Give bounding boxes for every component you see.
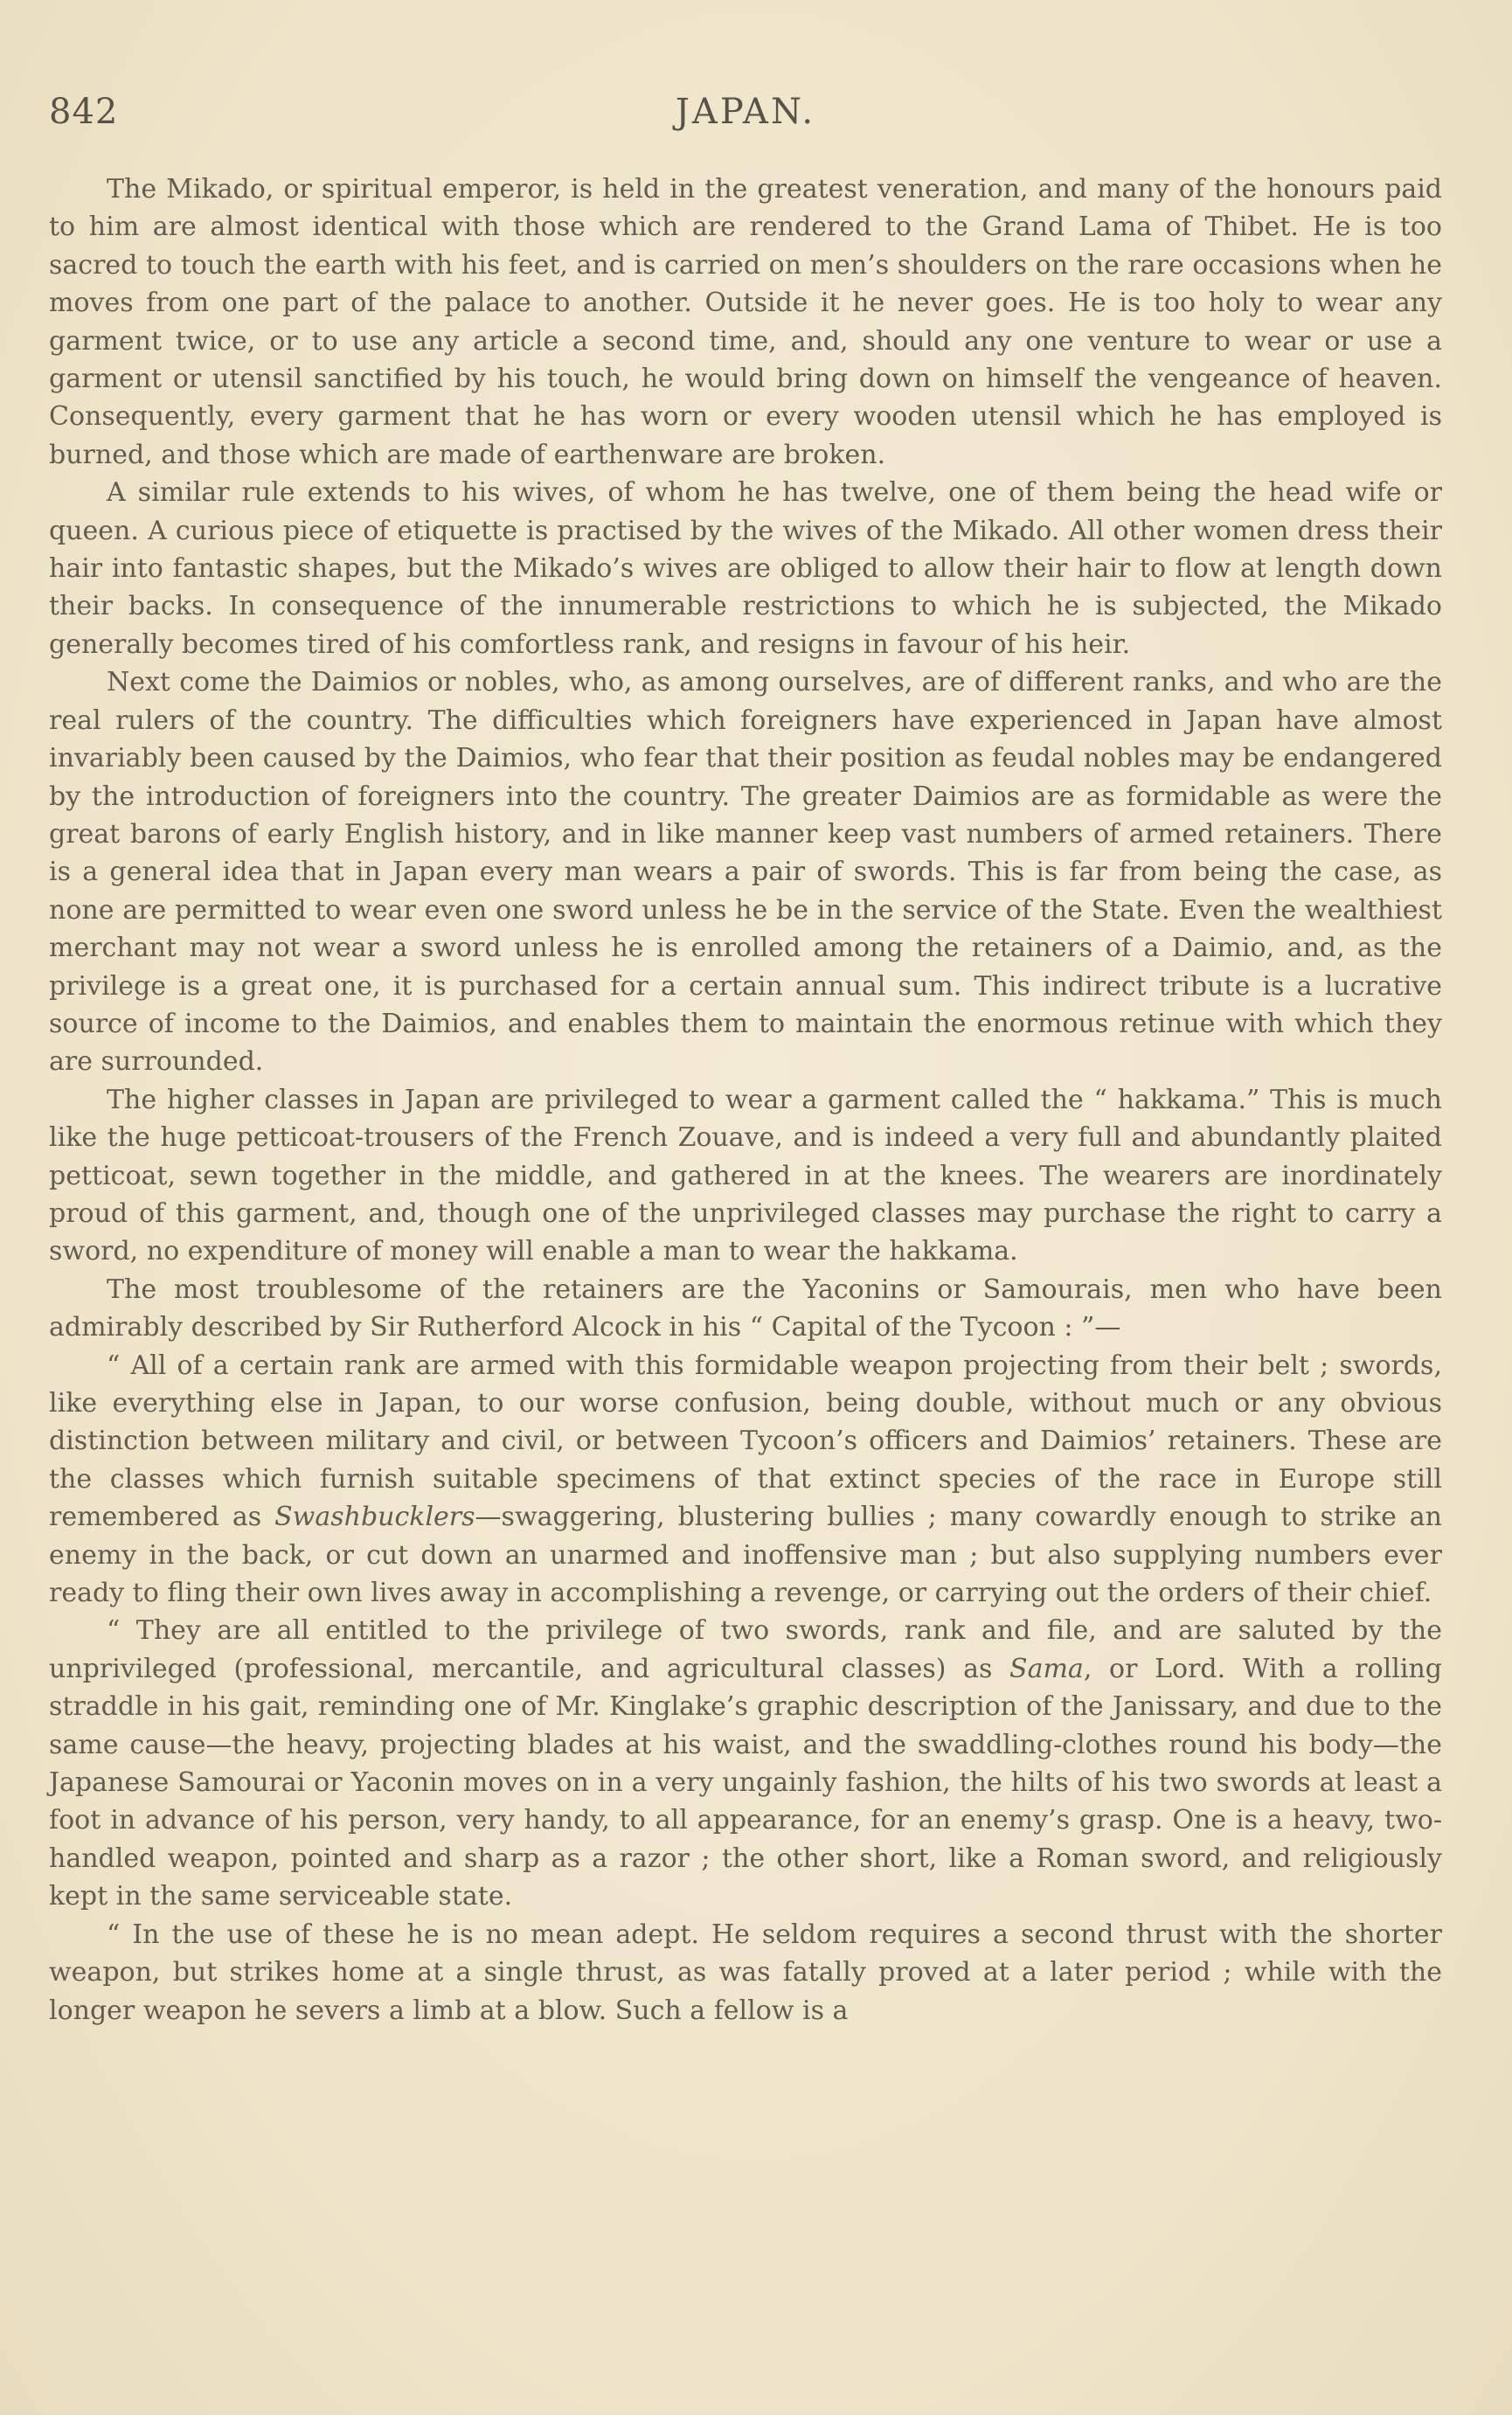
page-header xyxy=(49,92,1442,144)
quote-text-before: “ All of a certain rank are armed with this formidable weapon projecting from their belt ; swords, like everything else in Japan, to our worse confusion, being double, without much or any obvious distinction between military and civil, or between Tycoon’s officers and Daimios’ retainers. These are the classes which furnish suitable specimens of that extinct species of the race in Europe still remembered as xyxy=(49,1350,1442,1533)
paragraph-hakkama: The higher classes in Japan are privileged to wear a garment called the “ hakkama.” This is much like the huge petticoat-trousers of the French Zouave, and is indeed a very full and abundantly plaited petticoat, sewn together in the middle, and gathered in at the knees. The wearers are inordinately proud of this garment, and, though one of the unprivileged classes may purchase the right to carry a sword, no expenditure of money will enable a man to wear the hakkama. xyxy=(49,1084,1442,1267)
paragraph-quote-swashbucklers xyxy=(49,1347,1442,1613)
italic-term-swashbucklers: Swashbucklers xyxy=(274,1502,475,1533)
paragraph-wives: A similar rule extends to his wives, of whom he has twelve, one of them being the head wife or queen. A curious piece of etiquette is practised by the wives of the Mikado. All other women dress their hair into fantastic shapes, but the Mikado’s wives are obliged to allow their hair to flow at length down their backs. In consequence of the innumerable restrictions to which he is subjected, the Mikado generally becomes tired of his comfortless rank, and resigns in favour of his heir. xyxy=(49,477,1442,660)
quote-text-after: —swaggering, blustering bullies ; many cowardly enough to strike an enemy in the back, or cut down an unarmed and inoffensive man ; but also supplying numbers ever ready to fling their own lives away in accomplishing a revenge, or carrying out the orders of their chief. xyxy=(49,1502,1442,1609)
page-number: 842 xyxy=(49,92,119,132)
paragraph-daimios: Next come the Daimios or nobles, who, as among ourselves, are of different ranks, and who are the real rulers of the country. The difficulties which foreigners have experienced in Japan have almost invariably been caused by the Daimios, who fear that their position as feudal nobles may be endangered by the introduction of foreigners into the country. The greater Daimios are as formidable as were the great barons of early English history, and in like manner keep vast numbers of armed retainers. There is a general idea that in Japan every man wears a pair of swords. This is far from being the case, as none are permitted to wear even one sword unless he be in the service of the State. Even the wealthiest merchant may not wear a sword unless he is enrolled among the retainers of a Daimio, and, as the privilege is a great one, it is purchased for a certain annual sum. This indirect tribute is a lucrative source of income to the Daimios, and enables them to maintain the enormous retinue with which they are surrounded. xyxy=(49,667,1442,1078)
quote-text-before: “ They are all entitled to the privilege of two swords, rank and file, and are saluted by the unprivileged (professional, mercantile, and agricultural classes) as xyxy=(49,1615,1442,1684)
paragraph-mikado: The Mikado, or spiritual emperor, is held in the greatest veneration, and many of the honours paid to him are almost identical with those which are rendered to the Grand Lama of Thibet. He is too sacred to touch the earth with his feet, and is carried on men’s shoulders on the rare occasions when he moves from one part of the palace to another. Outside it he never goes. He is too holy to wear any garment twice, or to use any article a second time, and, should any one venture to wear or use a garment or utensil sanctified by his touch, he would bring down on himself the vengeance of heaven. Consequently, every garment that he has worn or every wooden utensil which he has employed is burned, and those which are made of earthenware are broken. xyxy=(49,174,1442,470)
italic-term-sama: Sama xyxy=(1009,1653,1084,1684)
quote-text-after: , or Lord. With a rolling straddle in his gait, reminding one of Mr. Kinglake’s graphic description of the Janissary, and due to the same cause—the heavy, projecting blades at his waist, and the swaddling-clothes round his body—the Japanese Samourai or Yaconin moves on in a very ungainly fashion, the hilts of his two swords at least a foot in advance of his person, very handy, to all appearance, for an enemy’s grasp. One is a heavy, two-handled weapon, pointed and sharp as a razor ; the other short, like a Roman sword, and religiously kept in the same serviceable state. xyxy=(49,1653,1442,1912)
paragraph-quote-weapons: “ In the use of these he is no mean adept. He seldom requires a second thrust with the shorter weapon, but strikes home at a single thrust, as was fatally proved at a later period ; while with the longer weapon he severs a limb at a blow. Such a fellow is a xyxy=(49,1919,1442,2026)
paragraph-quote-sama xyxy=(49,1612,1442,1915)
running-title: JAPAN. xyxy=(675,92,816,132)
paragraph-yaconins: The most troublesome of the retainers are the Yaconins or Samourais, men who have been admirably described by Sir Rutherford Alcock in his “ Capital of the Tycoon : ”— xyxy=(49,1273,1442,1343)
body-text xyxy=(49,170,1442,2030)
